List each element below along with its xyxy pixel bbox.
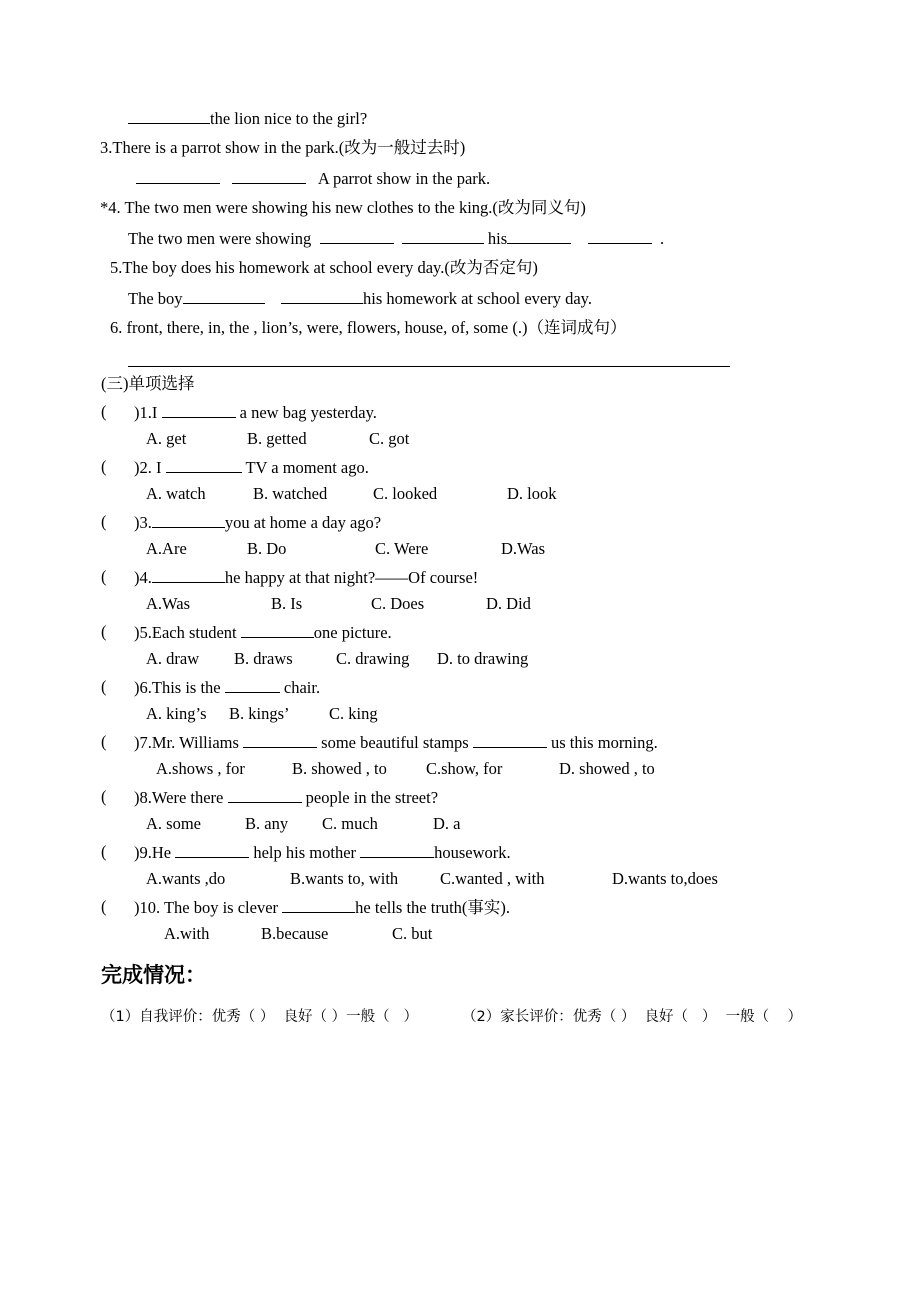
option-a[interactable]: A.Was [146, 594, 191, 613]
q6-answer-line[interactable] [128, 366, 730, 367]
option-d[interactable]: D.wants to,does [612, 869, 718, 888]
answer-blank[interactable] [281, 288, 363, 304]
q4-prompt: *4. The two men were showing his new clothes to the king.(改为同义句) [100, 198, 586, 217]
option-a[interactable]: A. king’s [146, 704, 207, 723]
option-b[interactable]: B. any [245, 814, 289, 833]
answer-blank[interactable] [588, 228, 652, 244]
option-b[interactable]: B. watched [253, 484, 328, 503]
option-d[interactable]: D.Was [501, 539, 546, 558]
option-d[interactable]: D. Did [486, 594, 531, 613]
option-a[interactable]: A.shows , for [156, 759, 245, 778]
option-b[interactable]: B. Do [247, 539, 287, 558]
section-title: (三)单项选择 [101, 374, 195, 393]
answer-blank[interactable] [320, 228, 394, 244]
answer-blank[interactable] [241, 622, 314, 638]
answer-blank[interactable] [166, 457, 242, 473]
option-c[interactable]: C. much [322, 814, 378, 833]
question-6: )6.This is the chair. [134, 678, 321, 697]
answer-paren[interactable]: ( [101, 402, 107, 421]
q3-prompt: 3.There is a parrot show in the park.(改为一般过去时) [100, 138, 466, 157]
self-evaluation: （1）自我评价：优秀（ ） 良好（ ）一般（ ） [101, 1009, 418, 1025]
answer-blank[interactable] [162, 402, 236, 418]
option-c[interactable]: C. got [369, 429, 410, 448]
answer-blank[interactable] [175, 842, 249, 858]
option-a[interactable]: A. watch [146, 484, 206, 503]
option-b[interactable]: B. kings’ [229, 704, 290, 723]
option-b[interactable]: B. Is [271, 594, 303, 613]
q2-answer-line: the lion nice to the girl? [128, 108, 367, 129]
answer-blank[interactable] [360, 842, 434, 858]
answer-blank[interactable] [152, 567, 225, 583]
question-1: )1.I a new bag yesterday. [134, 403, 377, 422]
option-a[interactable]: A. draw [146, 649, 200, 668]
answer-blank[interactable] [228, 787, 302, 803]
question-10: )10. The boy is clever he tells the truth(事实). [134, 898, 511, 917]
answer-paren[interactable]: ( [101, 622, 107, 641]
option-d[interactable]: D. a [433, 814, 461, 833]
q5-answer-line: The boy his homework at school every day. [128, 289, 592, 308]
option-a[interactable]: A. get [146, 429, 187, 448]
option-a[interactable]: A.Are [146, 539, 187, 558]
option-d[interactable]: D. look [507, 484, 557, 503]
answer-blank[interactable] [243, 732, 317, 748]
option-c[interactable]: C.wanted , with [440, 869, 545, 888]
answer-blank[interactable] [402, 228, 484, 244]
question-8: )8.Were there people in the street? [134, 788, 439, 807]
question-4: )4. he happy at that night?——Of course! [134, 568, 479, 587]
option-b[interactable]: B. showed , to [292, 759, 387, 778]
question-5: )5.Each student one picture. [134, 623, 392, 642]
question-2: )2. I TV a moment ago. [134, 458, 369, 477]
option-a[interactable]: A. some [146, 814, 201, 833]
option-c[interactable]: C. Were [375, 539, 429, 558]
q6-prompt: 6. front, there, in, the , lion’s, were, flowers, house, of, some (.)（连词成句） [110, 318, 627, 337]
option-c[interactable]: C. but [392, 924, 433, 943]
option-c[interactable]: C. drawing [336, 649, 410, 668]
q5-prompt: 5.The boy does his homework at school every day.(改为否定句) [110, 258, 538, 277]
answer-blank[interactable] [473, 732, 547, 748]
answer-paren[interactable]: ( [101, 512, 107, 531]
option-a[interactable]: A.wants ,do [146, 869, 226, 888]
q4-answer-line: The two men were showing his . [128, 229, 665, 248]
answer-blank[interactable] [225, 677, 280, 693]
question-7: )7.Mr. Williams some beautiful stamps us this morning. [134, 733, 658, 752]
answer-blank[interactable] [152, 512, 225, 528]
answer-blank[interactable] [183, 288, 265, 304]
option-a[interactable]: A.with [164, 924, 210, 943]
answer-blank[interactable] [136, 168, 220, 184]
answer-paren[interactable]: ( [101, 457, 107, 476]
option-d[interactable]: D. showed , to [559, 759, 655, 778]
option-c[interactable]: C. king [329, 704, 378, 723]
option-b[interactable]: B. getted [247, 429, 307, 448]
answer-blank[interactable] [232, 168, 306, 184]
answer-paren[interactable]: ( [101, 787, 107, 806]
answer-blank[interactable] [128, 108, 210, 124]
option-b[interactable]: B.because [261, 924, 329, 943]
question-9: )9.He help his mother housework. [134, 843, 511, 862]
completion-heading: 完成情况： [101, 963, 206, 987]
answer-paren[interactable]: ( [101, 897, 107, 916]
option-b[interactable]: B.wants to, with [290, 869, 399, 888]
option-c[interactable]: C. Does [371, 594, 425, 613]
answer-blank[interactable] [282, 897, 355, 913]
option-b[interactable]: B. draws [234, 649, 293, 668]
question-3: )3. you at home a day ago? [134, 513, 382, 532]
answer-blank[interactable] [507, 228, 571, 244]
option-c[interactable]: C.show, for [426, 759, 503, 778]
answer-paren[interactable]: ( [101, 567, 107, 586]
option-c[interactable]: C. looked [373, 484, 438, 503]
answer-paren[interactable]: ( [101, 842, 107, 861]
parent-evaluation: （2）家长评价：优秀（ ） 良好（ ） 一般（ ） [462, 1009, 803, 1025]
answer-paren[interactable]: ( [101, 677, 107, 696]
answer-paren[interactable]: ( [101, 732, 107, 751]
q3-answer-line: A parrot show in the park. [136, 168, 490, 189]
option-d[interactable]: D. to drawing [437, 649, 529, 668]
